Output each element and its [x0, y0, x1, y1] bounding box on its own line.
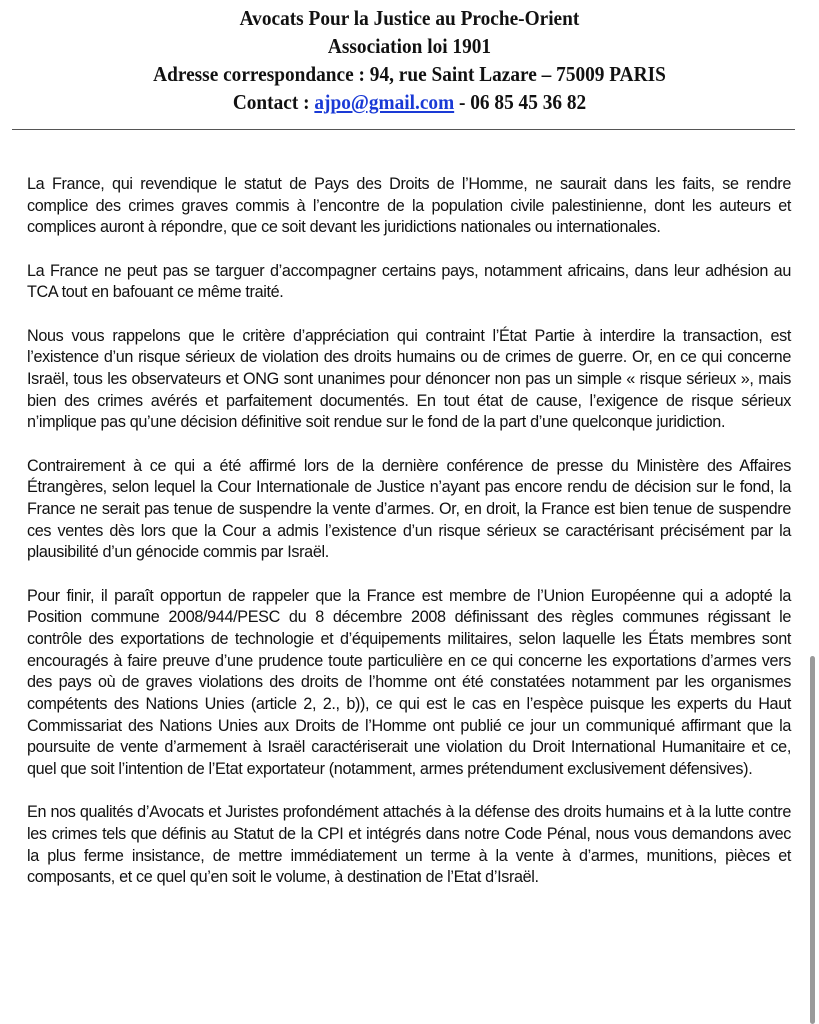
contact-email-link[interactable]: ajpo@gmail.com — [314, 90, 455, 114]
paragraph: En nos qualités d’Avocats et Juristes profondément attachés à la défense des droits humains et à la lutte contre les crimes tels que définis au Statut de la CPI et intégrés dans notre Code Pénal, nous vous demandons avec la plus ferme insistance, de mettre immédiatement un terme à la vente à d’armes, munitions, pièces et composants, et ce quel qu’en soit le volume, à destination de l’Etat d’Israël. — [27, 803, 791, 887]
contact-phone: - 06 85 45 36 82 — [454, 90, 587, 114]
contact-label: Contact : — [232, 90, 315, 114]
org-name: Avocats Pour la Justice au Proche-Orient — [239, 6, 580, 30]
paragraph: Nous vous rappelons que le critère d’appréciation qui contraint l’État Partie à interdire la transaction, est l’existence d’un risque sérieux de violation des droits humains ou de crimes de guerre. Or, en ce qui concerne Israël, tous les observateurs et ONG sont unanimes pour dénoncer non pas un simple « risque sérieux », mais bien des crimes avérés et parfaitement documentés. En tout état de cause, l’exigence de risque sérieux n’implique pas qu’une décision définitive soit rendue sur le fond de la part d’une quelconque juridiction. — [27, 326, 791, 432]
letter-body — [27, 174, 791, 911]
vertical-scrollbar[interactable] — [810, 656, 815, 1024]
paragraph: Pour finir, il paraît opportun de rappeler que la France est membre de l’Union Européenne qui a adopté la Position commune 2008/944/PESC du 8 décembre 2008 définissant des règles communes régissant le contrôle des exportations de technologie et d’équipements militaires, selon laquelle les États membres sont encouragés à faire preuve d’une prudence toute particulière en ce qui concerne les exportations d’armes vers des pays où de graves violations des droits de l’homme ont été constatées notamment par les organismes compétents des Nations Unies (article 2, 2., b)), ce qui est le cas en l’espèce puisque les experts du Haut Commissariat des Nations Unies aux Droits de l’Homme ont publié ce jour un communiqué affirmant que la poursuite de vente d’armement à Israël caractériserait une violation du Droit International Humanitaire et ce, quel que soit l’intention de l’Etat exportateur (notamment, armes prétendument exclusivement défensives). — [27, 586, 791, 779]
contact-line — [33, 88, 786, 116]
paragraph: La France, qui revendique le statut de Pays des Droits de l’Homme, ne saurait dans les faits, se rendre complice des crimes graves commis à l’encontre de la population civile palestinienne, dont les auteurs et complices auront à répondre, que ce soit devant les juridictions nationales ou internationales. — [27, 175, 791, 237]
association-status: Association loi 1901 — [327, 34, 492, 58]
postal-address: Adresse correspondance : 94, rue Saint Lazare – 75009 PARIS — [153, 62, 666, 86]
paragraph: La France ne peut pas se targuer d’accompagner certains pays, notamment africains, dans leur adhésion au TCA tout en bafouant ce même traité. — [27, 261, 791, 302]
header-divider — [12, 129, 795, 130]
paragraph: Contrairement à ce qui a été affirmé lors de la dernière conférence de presse du Ministère des Affaires Étrangères, selon lequel la Cour Internationale de Justice n’ayant pas encore rendu de décision sur le fond, la France ne serait pas tenue de suspendre la vente d’armes. Or, en droit, la France est bien tenue de suspendre ces ventes dès lors que la Cour a admis l’existence d’un risque sérieux se caractérisant précisément par la plausibilité d’un génocide commis par Israël. — [27, 456, 791, 562]
letterhead — [0, 4, 819, 116]
